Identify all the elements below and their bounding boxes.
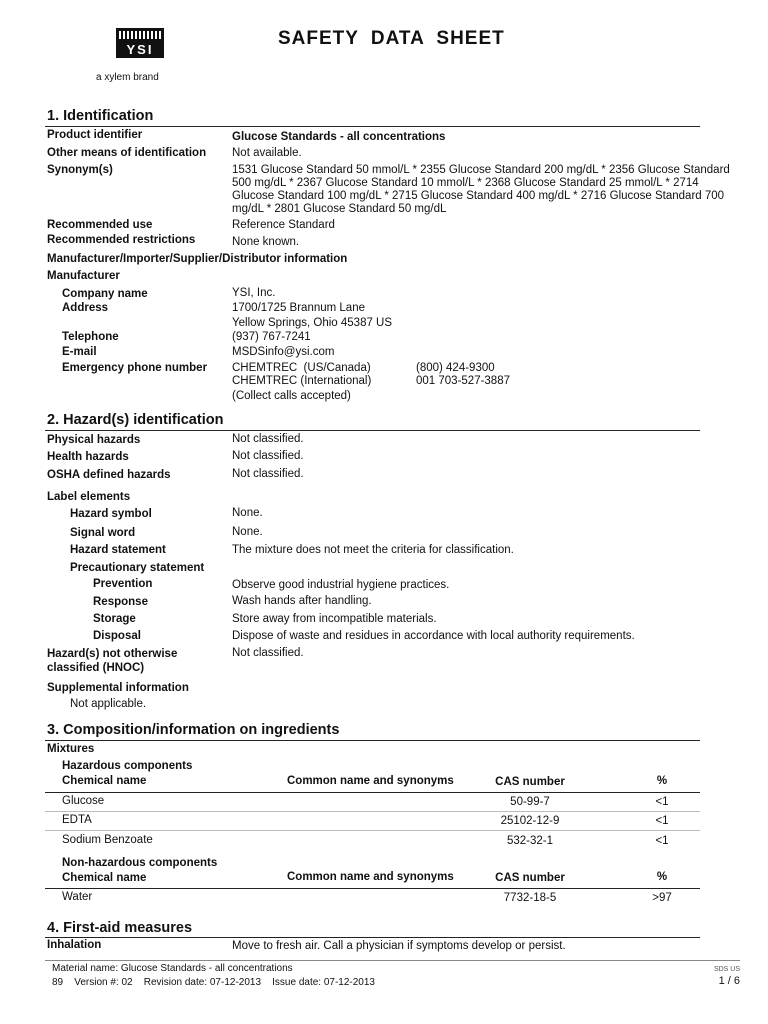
mfr-info-label: Manufacturer/Importer/Supplier/Distributor information	[47, 253, 348, 265]
hnoc-label-line-1: Hazard(s) not otherwise	[47, 648, 178, 660]
section-2-rule	[45, 430, 700, 431]
col-cas-number-2: CAS number	[495, 872, 565, 884]
osha-hazards-value: Not classified.	[232, 468, 304, 480]
table-header-rule-2	[45, 888, 700, 889]
percent-cell: <1	[655, 796, 669, 808]
telephone-label: Telephone	[62, 331, 119, 343]
section-3-rule	[45, 740, 700, 741]
table-row: Glucose	[62, 795, 105, 807]
inhalation-label: Inhalation	[47, 939, 102, 951]
recommended-use-value: Reference Standard	[232, 219, 335, 231]
non-hazardous-components-label: Non-hazardous components	[62, 857, 218, 869]
percent-cell: <1	[655, 835, 669, 847]
cas-cell: 25102-12-9	[500, 815, 560, 827]
disposal-label: Disposal	[93, 630, 141, 642]
synonyms-line-4: mg/dL * 2801 Glucose Standard 50 mg/dL	[232, 203, 447, 215]
footer-page-number: 1 / 6	[718, 975, 740, 987]
section-4-heading: 4. First-aid measures	[47, 920, 193, 936]
table-row: EDTA	[62, 814, 92, 826]
cas-cell: 7732-18-5	[503, 892, 557, 904]
section-1-heading: 1. Identification	[47, 108, 154, 124]
other-means-label: Other means of identification	[47, 147, 207, 159]
emergency-number-2: 001 703-527-3887	[416, 375, 510, 387]
manufacturer-label: Manufacturer	[47, 270, 120, 282]
mixtures-label: Mixtures	[47, 743, 95, 755]
synonyms-line-1: 1531 Glucose Standard 50 mmol/L * 2355 Glucose Standard 200 mg/dL * 2356 Glucose Standard	[232, 164, 730, 176]
prevention-value: Observe good industrial hygiene practices.	[232, 579, 450, 591]
row-rule	[45, 830, 700, 831]
address-line-1: 1700/1725 Brannum Lane	[232, 302, 365, 314]
other-means-value: Not available.	[232, 147, 302, 159]
col-percent: %	[656, 775, 668, 787]
storage-value: Store away from incompatible materials.	[232, 613, 437, 625]
hazard-statement-label: Hazard statement	[70, 544, 166, 556]
supplemental-label: Supplemental information	[47, 682, 189, 694]
collect-calls: (Collect calls accepted)	[232, 390, 351, 402]
synonyms-line-3: Glucose Standard 100 mg/dL * 2715 Glucose Standard 400 mg/dL * 2716 Glucose Standard 700	[232, 190, 725, 202]
col-cas-number: CAS number	[495, 776, 565, 788]
section-1-rule	[45, 126, 700, 127]
col-percent-2: %	[656, 871, 668, 883]
hazard-symbol-label: Hazard symbol	[70, 508, 152, 520]
signal-word-label: Signal word	[70, 527, 136, 539]
synonyms-line-2: 500 mg/dL * 2367 Glucose Standard 10 mmol/L * 2368 Glucose Standard 25 mmol/L * 2714	[232, 177, 699, 189]
hazardous-components-label: Hazardous components	[62, 760, 193, 772]
inhalation-value: Move to fresh air. Call a physician if symptoms develop or persist.	[232, 940, 566, 952]
prevention-label: Prevention	[93, 578, 153, 590]
footer-material-name: Material name: Glucose Standards - all concentrations	[52, 963, 293, 974]
response-label: Response	[93, 596, 148, 608]
col-common-name: Common name and synonyms	[287, 775, 454, 787]
recommended-use-label: Recommended use	[47, 219, 153, 231]
col-chemical-name-2: Chemical name	[62, 872, 147, 884]
supplemental-value: Not applicable.	[70, 698, 147, 710]
telephone-value: (937) 767-7241	[232, 331, 311, 343]
storage-label: Storage	[93, 613, 136, 625]
emergency-name-2: CHEMTREC (International)	[232, 375, 372, 387]
address-label: Address	[62, 302, 109, 314]
brand-tagline: a xylem brand	[96, 72, 159, 83]
signal-word-value: None.	[232, 526, 263, 538]
cas-cell: 532-32-1	[506, 835, 554, 847]
product-identifier-label: Product identifier	[47, 129, 143, 141]
table-row: Sodium Benzoate	[62, 834, 153, 846]
osha-hazards-label: OSHA defined hazards	[47, 469, 171, 481]
health-hazards-value: Not classified.	[232, 450, 304, 462]
table-header-rule	[45, 792, 700, 793]
precautionary-label: Precautionary statement	[70, 562, 205, 574]
cas-cell: 50-99-7	[510, 796, 550, 808]
recommended-restrictions-label: Recommended restrictions	[47, 234, 196, 246]
footer-sds-tag: SDS US	[713, 966, 740, 973]
footer-doc-line: 89 Version #: 02 Revision date: 07-12-2013 Issue date: 07-12-2013	[52, 977, 375, 988]
col-chemical-name: Chemical name	[62, 775, 147, 787]
physical-hazards-value: Not classified.	[232, 433, 304, 445]
emergency-number-1: (800) 424-9300	[416, 362, 495, 374]
address-line-2: Yellow Springs, Ohio 45387 US	[232, 317, 393, 329]
row-rule	[45, 811, 700, 812]
recommended-restrictions-value: None known.	[232, 236, 300, 248]
company-name-label: Company name	[62, 288, 148, 300]
product-identifier-value: Glucose Standards - all concentrations	[232, 131, 446, 143]
percent-cell: <1	[655, 815, 669, 827]
emergency-name-1: CHEMTREC (US/Canada)	[232, 362, 371, 374]
email-value[interactable]: MSDSinfo@ysi.com	[232, 346, 335, 358]
synonyms-label: Synonym(s)	[47, 164, 113, 176]
footer-rule	[45, 960, 740, 961]
disposal-value: Dispose of waste and residues in accordance with local authority requirements.	[232, 630, 635, 642]
physical-hazards-label: Physical hazards	[47, 434, 141, 446]
section-2-heading: 2. Hazard(s) identification	[47, 412, 224, 428]
table-row: Water	[62, 891, 93, 903]
hazard-symbol-value: None.	[232, 507, 263, 519]
hnoc-label-line-2: classified (HNOC)	[47, 662, 145, 674]
health-hazards-label: Health hazards	[47, 451, 129, 463]
page-title: SAFETY DATA SHEET	[278, 28, 505, 49]
col-common-name-2: Common name and synonyms	[287, 871, 454, 883]
section-4-rule	[45, 937, 700, 938]
response-value: Wash hands after handling.	[232, 595, 372, 607]
section-3-heading: 3. Composition/information on ingredients	[47, 722, 340, 738]
email-label: E-mail	[62, 346, 97, 358]
hnoc-value: Not classified.	[232, 647, 304, 659]
hazard-statement-value: The mixture does not meet the criteria for classification.	[232, 544, 514, 556]
percent-cell: >97	[652, 892, 672, 904]
ysi-logo	[116, 28, 164, 72]
label-elements-label: Label elements	[47, 491, 131, 503]
company-name-value: YSI, Inc.	[232, 287, 276, 299]
ysi-logo-text: YSI	[126, 42, 154, 57]
emergency-label: Emergency phone number	[62, 362, 208, 374]
